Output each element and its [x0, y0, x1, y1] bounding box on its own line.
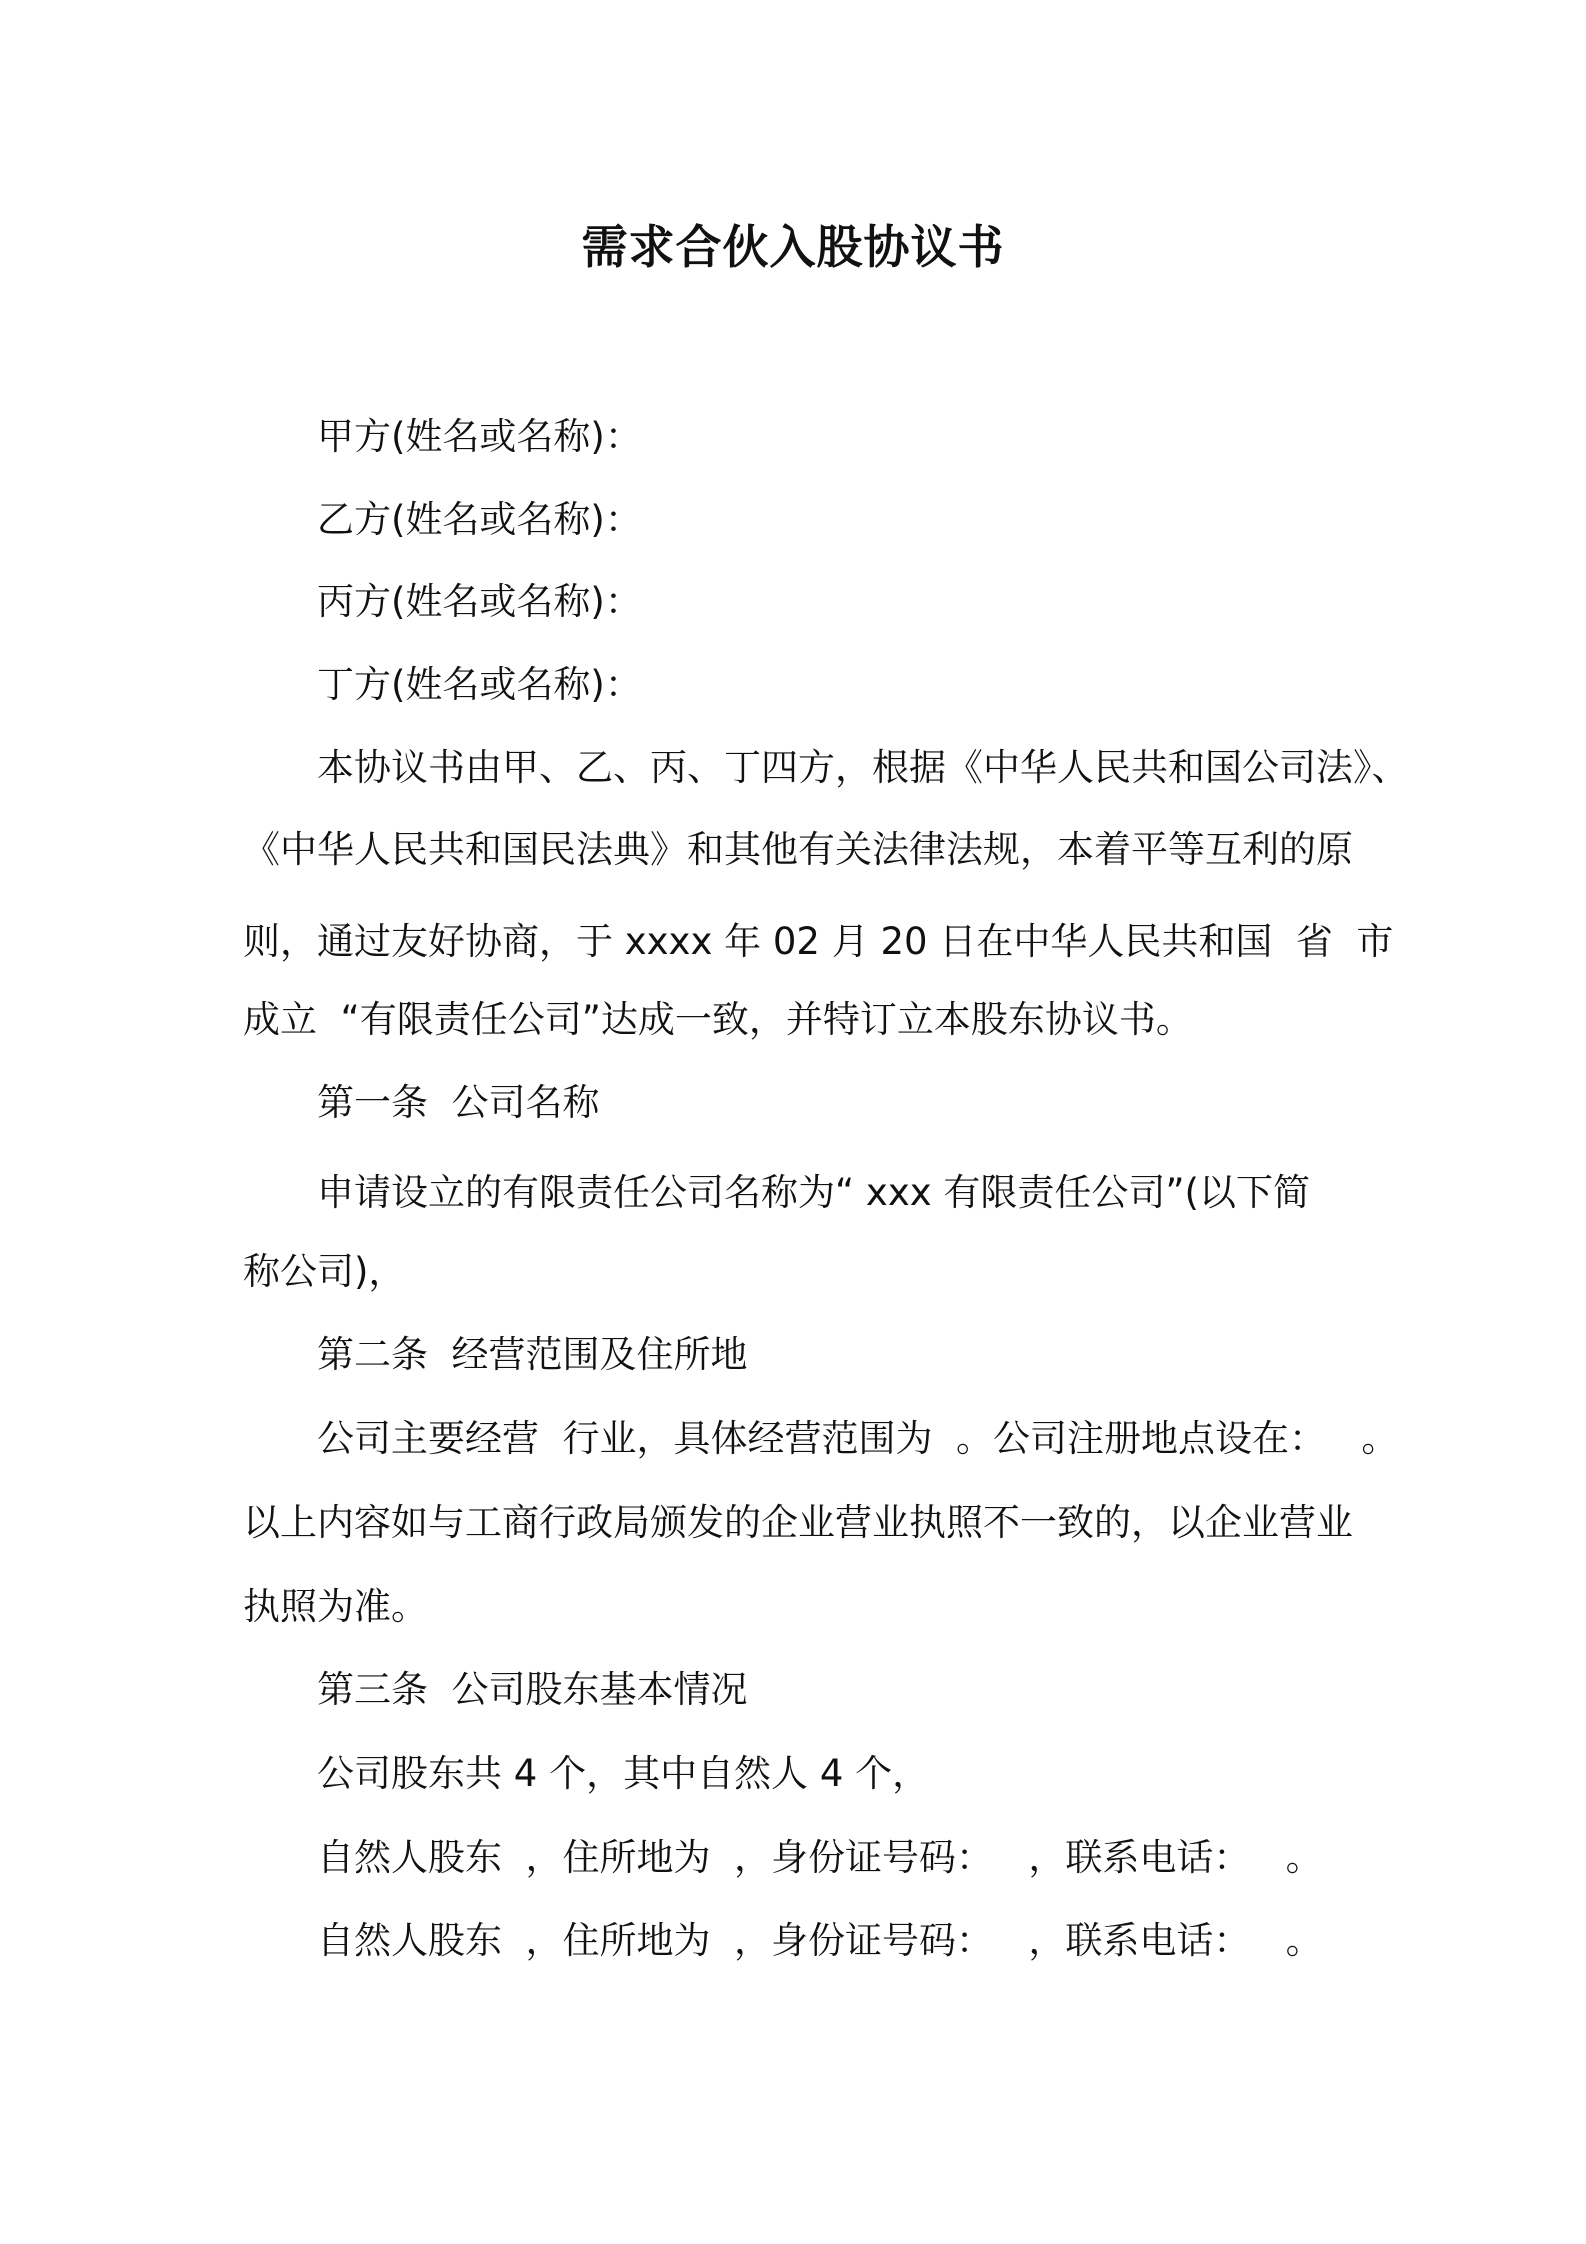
article-3-line-1: 公司股东共 4 个，其中自然人 4 个，	[317, 1752, 930, 1795]
party-d-line: 丁方(姓名或名称)：	[317, 663, 642, 706]
preamble-line-4: 成立 “有限责任公司”达成一致，并特订立本股东协议书。	[243, 998, 1193, 1041]
party-a-line: 甲方(姓名或名称)：	[317, 415, 642, 458]
party-c-line: 丙方(姓名或名称)：	[317, 580, 642, 623]
document-title: 需求合伙入股协议书	[581, 220, 1005, 274]
article-3-heading: 第三条 公司股东基本情况	[317, 1668, 748, 1711]
preamble-line-3: 则，通过友好协商，于 xxxx 年 02 月 20 日在中华人民共和国 省 市	[243, 920, 1394, 963]
shareholder-line-1: 自然人股东 ，住所地为 ，身份证号码： ，联系电话： 。	[317, 1836, 1323, 1879]
shareholder-line-2: 自然人股东 ，住所地为 ，身份证号码： ，联系电话： 。	[317, 1919, 1323, 1962]
article-2-line-3: 执照为准。	[243, 1585, 428, 1628]
article-1-heading: 第一条 公司名称	[317, 1081, 600, 1124]
preamble-line-1: 本协议书由甲、乙、丙、丁四方，根据《中华人民共和国公司法》、	[317, 746, 1409, 789]
article-1-line-2: 称公司)，	[243, 1250, 406, 1293]
party-b-line: 乙方(姓名或名称)：	[317, 498, 642, 541]
article-1-line-1: 申请设立的有限责任公司名称为“ xxx 有限责任公司”(以下简	[317, 1171, 1310, 1214]
article-2-line-2: 以上内容如与工商行政局颁发的企业营业执照不一致的，以企业营业	[243, 1501, 1353, 1544]
article-2-heading: 第二条 经营范围及住所地	[317, 1333, 748, 1376]
preamble-line-2: 《中华人民共和国民法典》和其他有关法律法规，本着平等互利的原	[243, 828, 1353, 871]
article-2-line-1: 公司主要经营 行业，具体经营范围为 。公司注册地点设在： 。	[317, 1417, 1399, 1460]
